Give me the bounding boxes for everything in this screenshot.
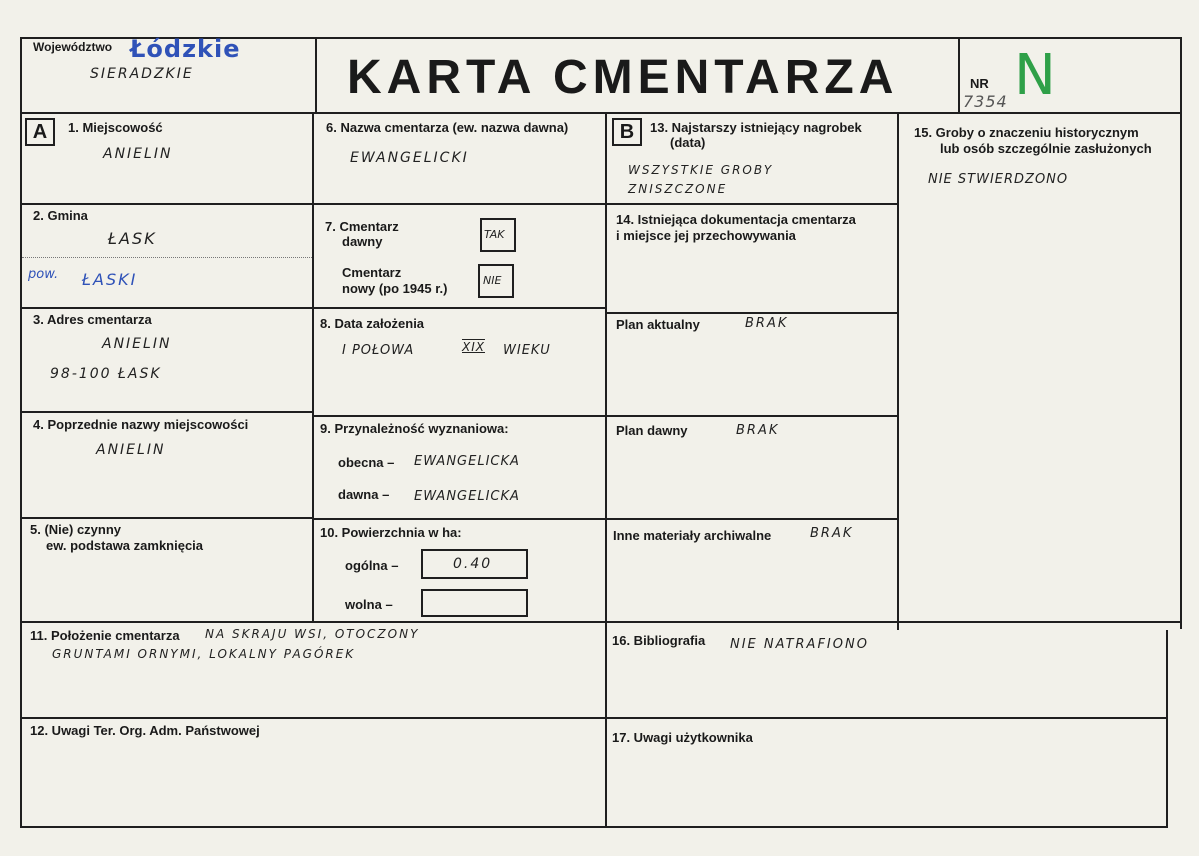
field-7-nowy-label-2: nowy (po 1945 r.) [342,281,448,296]
field-10-ogolna-value: 0.40 [453,556,493,572]
field-3-label: 3. Adres cmentarza [33,312,152,327]
field-6-value: EWANGELICKI [350,150,469,166]
field-11-value-line2: GRUNTAMI ORNYMI, LOKALNY PAGÓREK [52,647,356,661]
nr-number: 7354 [963,92,1008,111]
border-right [1180,37,1182,629]
field-14-label-1: 14. Istniejąca dokumentacja cmentarza [616,212,856,227]
header-vline-1 [315,37,317,113]
border-left [20,37,22,827]
hline-row11 [20,621,1182,623]
field-2-pow-label: pow. [28,267,59,282]
wojewodztwo-stamp: Łódzkie [130,35,241,63]
field-7-label-2: dawny [342,234,383,249]
field-9-dawna-value: EWANGELICKA [414,489,520,504]
hline-row12 [20,717,1168,719]
field-15-label-2: lub osób szczególnie zasłużonych [940,141,1152,156]
hline-c1-1 [20,203,313,205]
field-14-plan-aktualny-value: BRAK [745,316,789,331]
field-7-nowy-box [478,264,514,298]
field-12-label: 12. Uwagi Ter. Org. Adm. Państwowej [30,723,260,738]
border-bottom [20,826,1168,828]
hline-c2-3 [312,415,607,417]
field-3-value-line2: 98-100 ŁASK [50,366,162,382]
field-7-dawny-box [480,218,516,252]
field-9-label: 9. Przynależność wyznaniowa: [320,421,509,436]
field-7-nowy-value: NIE [483,274,502,287]
header-vline-2 [958,37,960,113]
field-2-pow-value: ŁASKI [82,270,138,289]
hline-c1-2 [20,307,313,309]
field-13-label-2: (data) [670,135,706,150]
hline-c2-2 [312,307,607,309]
hline-c3-2 [605,312,899,314]
field-7-label-1: 7. Cmentarz [325,219,399,234]
hline-c3-4 [605,518,899,520]
vline-col3 [897,112,899,630]
vline-col2 [605,112,607,828]
field-7-nowy-label-1: Cmentarz [342,265,402,280]
hline-c1-4 [20,517,313,519]
field-2-value: ŁASK [108,229,157,248]
field-5-label-1: 5. (Nie) czynny [30,522,122,537]
page-title: KARTA CMENTARZA [347,51,899,104]
field-10-ogolna-box [421,549,528,579]
field-9-obecna-label: obecna – [338,455,395,470]
field-2-label: 2. Gmina [33,208,88,223]
field-6-label: 6. Nazwa cmentarza (ew. nazwa dawna) [326,120,569,135]
field-8-label: 8. Data założenia [320,316,425,331]
field-14-inne-value: BRAK [810,526,854,541]
field-11-label: 11. Położenie cmentarza [30,628,180,643]
field-4-value: ANIELIN [96,442,166,458]
field-8-value-part3: WIEKU [503,343,551,358]
field-17-label: 17. Uwagi użytkownika [612,730,753,745]
section-b-box: B [612,118,642,146]
border-right-lower [1166,630,1168,828]
hline-c3-3 [605,415,899,417]
field-8-value-part1: I POŁOWA [342,343,415,358]
field-15-value: NIE STWIERDZONO [928,172,1069,187]
field-3-value-line1: ANIELIN [102,336,172,352]
hline-c2-1 [312,203,607,205]
nr-label: NR [970,76,989,91]
field-4-label: 4. Poprzednie nazwy miejscowości [33,417,249,432]
section-a-box: A [25,118,55,146]
field-14-plan-dawny-value: BRAK [736,423,780,438]
field-8-value-part2: XIX [462,340,485,354]
wojewodztwo-handwritten: SIERADZKIE [90,66,194,82]
field-5-label-2: ew. podstawa zamknięcia [46,538,204,553]
field-13-value-line2: ZNISZCZONE [628,182,728,196]
field-2-dotted-divider [22,257,312,259]
field-15-label-1: 15. Groby o znaczeniu historycznym [914,125,1139,140]
field-10-wolna-label: wolna – [345,597,393,612]
field-1-label: 1. Miejscowość [68,120,163,135]
field-13-value-line1: WSZYSTKIE GROBY [628,163,774,177]
field-14-label-2: i miejsce jej przechowywania [616,228,796,243]
field-10-label: 10. Powierzchnia w ha: [320,525,462,540]
hline-c3-1 [605,203,899,205]
field-16-label: 16. Bibliografia [612,633,706,648]
field-7-dawny-value: TAK [484,228,505,241]
field-1-value: ANIELIN [103,146,173,162]
field-9-dawna-label: dawna – [338,487,390,502]
field-14-plan-aktualny-label: Plan aktualny [616,317,700,332]
field-14-inne-label: Inne materiały archiwalne [613,528,772,543]
hline-c1-3 [20,411,313,413]
field-11-value-line1: NA SKRAJU WSI, OTOCZONY [205,627,420,641]
wojewodztwo-label: Województwo [33,40,113,54]
hline-c2-4 [312,518,607,520]
nr-letter: N [1014,43,1056,108]
vline-col1 [312,112,314,622]
field-13-label-1: 13. Najstarszy istniejący nagrobek [650,120,862,135]
header-divider [20,112,1182,114]
field-16-value: NIE NATRAFIONO [730,637,869,652]
field-9-obecna-value: EWANGELICKA [414,454,520,469]
field-10-ogolna-label: ogólna – [345,558,399,573]
field-14-plan-dawny-label: Plan dawny [616,423,688,438]
field-10-wolna-box [421,589,528,617]
